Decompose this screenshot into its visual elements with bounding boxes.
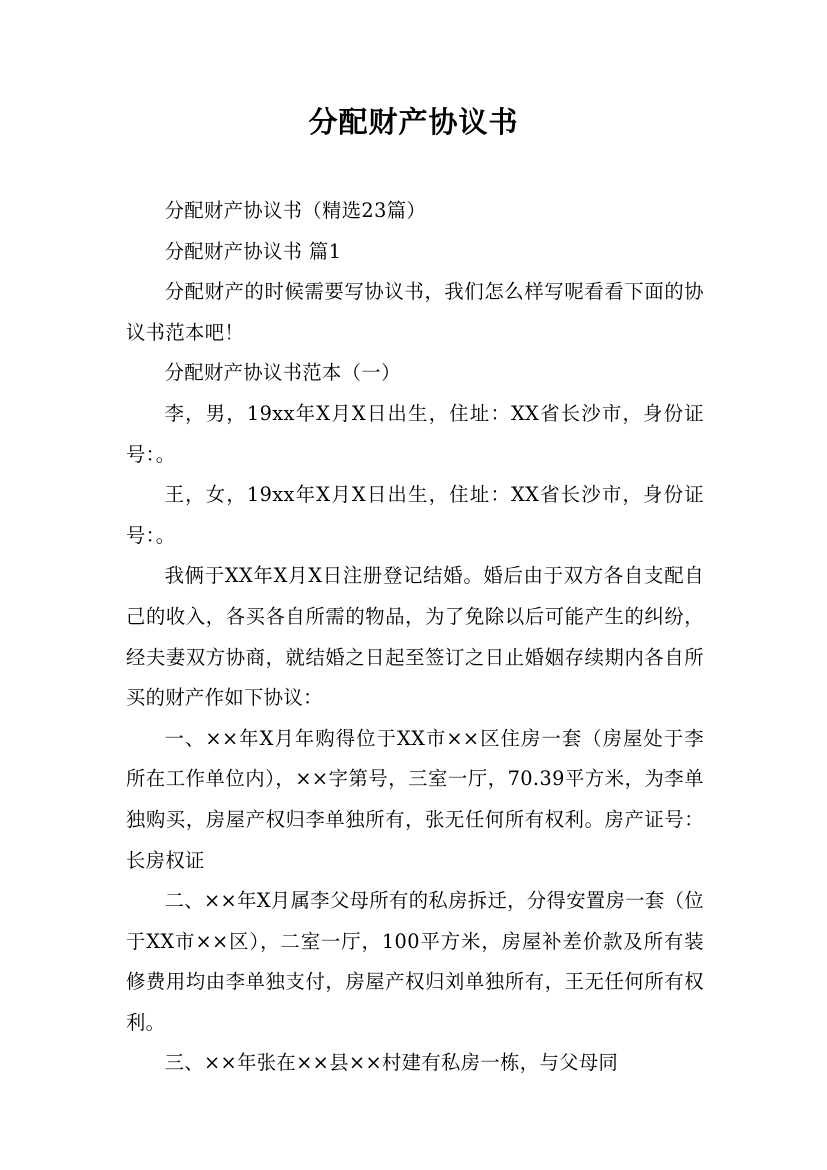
- paragraph-preamble: 我俩于XX年X月X日注册登记结婚。婚后由于双方各自支配自己的收入，各买各自所需的物品，为了免除以后可能产生的纠纷，经夫妻双方协商，就结婚之日起至签订之日止婚姻存续期内各自所买的财产作如下协议：: [126, 564, 704, 710]
- paragraph-party-li: 李，男，19xx年X月X日出生，住址：XX省长沙市，身份证号：。: [126, 401, 704, 466]
- paragraph-party-wang: 王，女，19xx年X月X日出生，住址：XX省长沙市，身份证号：。: [126, 483, 704, 547]
- paragraph-subtitle: 分配财产协议书（精选23篇）: [164, 199, 427, 222]
- paragraph-template-heading: 分配财产协议书范本（一）: [164, 361, 401, 385]
- paragraph-clause-1: 一、××年X月年购得位于XX市××区住房一套（房屋处于李所在工作单位内），××字第号，三室一厅，70.39平方米，为李单独购买，房屋产权归李单独所有，张无任何所有权利。房产证号：长房权证: [126, 726, 704, 872]
- paragraph-section-heading: 分配财产协议书 篇1: [164, 239, 342, 263]
- paragraph-clause-3: 三、××年张在××县××村建有私房一栋，与父母同: [164, 1051, 619, 1075]
- document-body: [126, 191, 704, 1084]
- paragraph-intro: 分配财产的时候需要写协议书，我们怎么样写呢看看下面的协议书范本吧！: [126, 280, 704, 344]
- document-title: 分配财产协议书: [308, 105, 519, 139]
- paragraph-clause-2: 二、××年X月属李父母所有的私房拆迁，分得安置房一套（位于XX市××区），二室一厅，100平方米，房屋补差价款及所有装修费用均由李单独支付，房屋产权归刘单独所有，王无任何所有权利。: [126, 889, 704, 1034]
